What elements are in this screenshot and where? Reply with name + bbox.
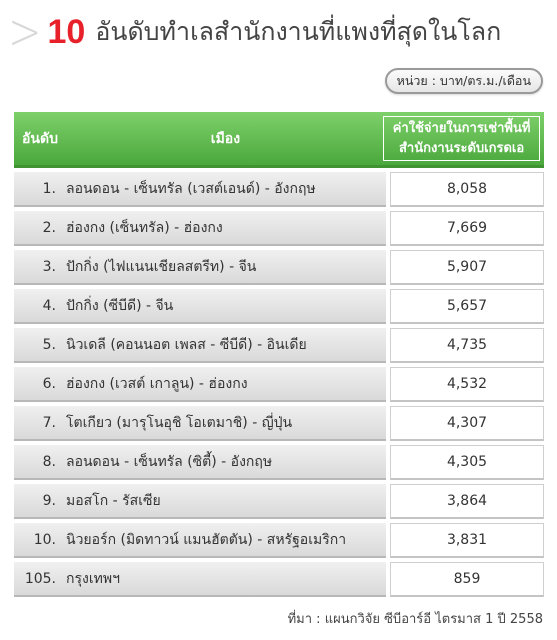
row-value: 4,532 — [390, 367, 544, 402]
row-value: 8,058 — [390, 172, 544, 207]
header-cost-line2: สำนักงานระดับเกรดเอ — [398, 140, 525, 156]
row-value: 3,831 — [390, 523, 544, 558]
table-row — [14, 250, 544, 285]
row-label-cell — [14, 523, 386, 558]
row-city: ปักกิ่ง (ไฟแนนเชียลสตรีท) - จีน — [66, 258, 257, 275]
title-text: อันดับทำเลสำนักงานที่แพงที่สุดในโลก — [95, 17, 502, 46]
row-value: 5,657 — [390, 289, 544, 324]
header-cost — [383, 116, 540, 161]
row-city: ลอนดอน - เซ็นทรัล (เวสต์เอนด์) - อังกฤษ — [66, 180, 316, 197]
row-value: 4,305 — [390, 445, 544, 480]
table-row — [14, 562, 544, 597]
row-city: ฮ่องกง (เวสต์ เกาลูน) - ฮ่องกง — [66, 375, 248, 392]
row-rank: 6. — [42, 375, 56, 392]
row-rank: 105. — [24, 570, 56, 587]
header-city: เมือง — [210, 130, 241, 147]
row-rank: 8. — [42, 453, 56, 470]
row-rank: 4. — [42, 297, 56, 314]
row-rank: 9. — [42, 492, 56, 509]
source-note: ที่มา : แผนกวิจัย ซีบีอาร์อี ไตรมาส 1 ปี 2558 — [287, 612, 543, 627]
table-row — [14, 328, 544, 363]
row-rank: 1. — [42, 180, 56, 197]
table-row — [14, 406, 544, 441]
row-label-cell — [14, 562, 386, 597]
row-value: 3,864 — [390, 484, 544, 519]
chevron-right-icon: > — [8, 3, 42, 61]
row-city: ฮ่องกง (เซ็นทรัล) - ฮ่องกง — [66, 219, 223, 236]
table-row — [14, 172, 544, 207]
table-row — [14, 484, 544, 519]
page-title — [8, 3, 553, 61]
row-label-cell — [14, 484, 386, 519]
ranking-table — [14, 112, 544, 601]
table-body — [14, 172, 544, 597]
row-label-cell — [14, 211, 386, 246]
row-city: มอสโก - รัสเซีย — [66, 492, 161, 509]
row-city: โตเกียว (มารุโนอุชิ โอเตมาชิ) - ญี่ปุ่น — [66, 414, 293, 431]
table-row — [14, 445, 544, 480]
table-row — [14, 289, 544, 324]
row-rank: 5. — [42, 336, 56, 353]
row-city: ปักกิ่ง (ซีบีดี) - จีน — [66, 297, 174, 314]
row-label-cell — [14, 172, 386, 207]
row-city: ลอนดอน - เซ็นทรัล (ซิตี้) - อังกฤษ — [66, 453, 273, 470]
table-row — [14, 211, 544, 246]
table-row — [14, 367, 544, 402]
row-label-cell — [14, 406, 386, 441]
row-value: 4,307 — [390, 406, 544, 441]
row-rank: 3. — [42, 258, 56, 275]
row-value: 859 — [390, 562, 544, 597]
row-rank: 7. — [42, 414, 56, 431]
row-city: นิวเดลี (คอนนอต เพลส - ซีบีดี) - อินเดีย — [66, 336, 307, 353]
row-label-cell — [14, 289, 386, 324]
row-label-cell — [14, 445, 386, 480]
row-value: 5,907 — [390, 250, 544, 285]
row-rank: 2. — [42, 219, 56, 236]
title-number: 10 — [47, 12, 86, 51]
row-label-cell — [14, 250, 386, 285]
row-city: นิวยอร์ก (มิดทาวน์ แมนฮัตตัน) - สหรัฐอเมริกา — [66, 531, 347, 548]
row-value: 4,735 — [390, 328, 544, 363]
header-rank: อันดับ — [22, 130, 58, 147]
table-row — [14, 523, 544, 558]
row-label-cell — [14, 328, 386, 363]
row-label-cell — [14, 367, 386, 402]
row-value: 7,669 — [390, 211, 544, 246]
row-city: กรุงเทพฯ — [66, 570, 120, 587]
unit-badge: หน่วย : บาท/ตร.ม./เดือน — [385, 68, 543, 94]
table-header — [14, 112, 544, 168]
header-cost-line1: ค่าใช้จ่ายในการเช่าพื้นที่ — [392, 120, 531, 136]
row-rank: 10. — [33, 531, 56, 548]
